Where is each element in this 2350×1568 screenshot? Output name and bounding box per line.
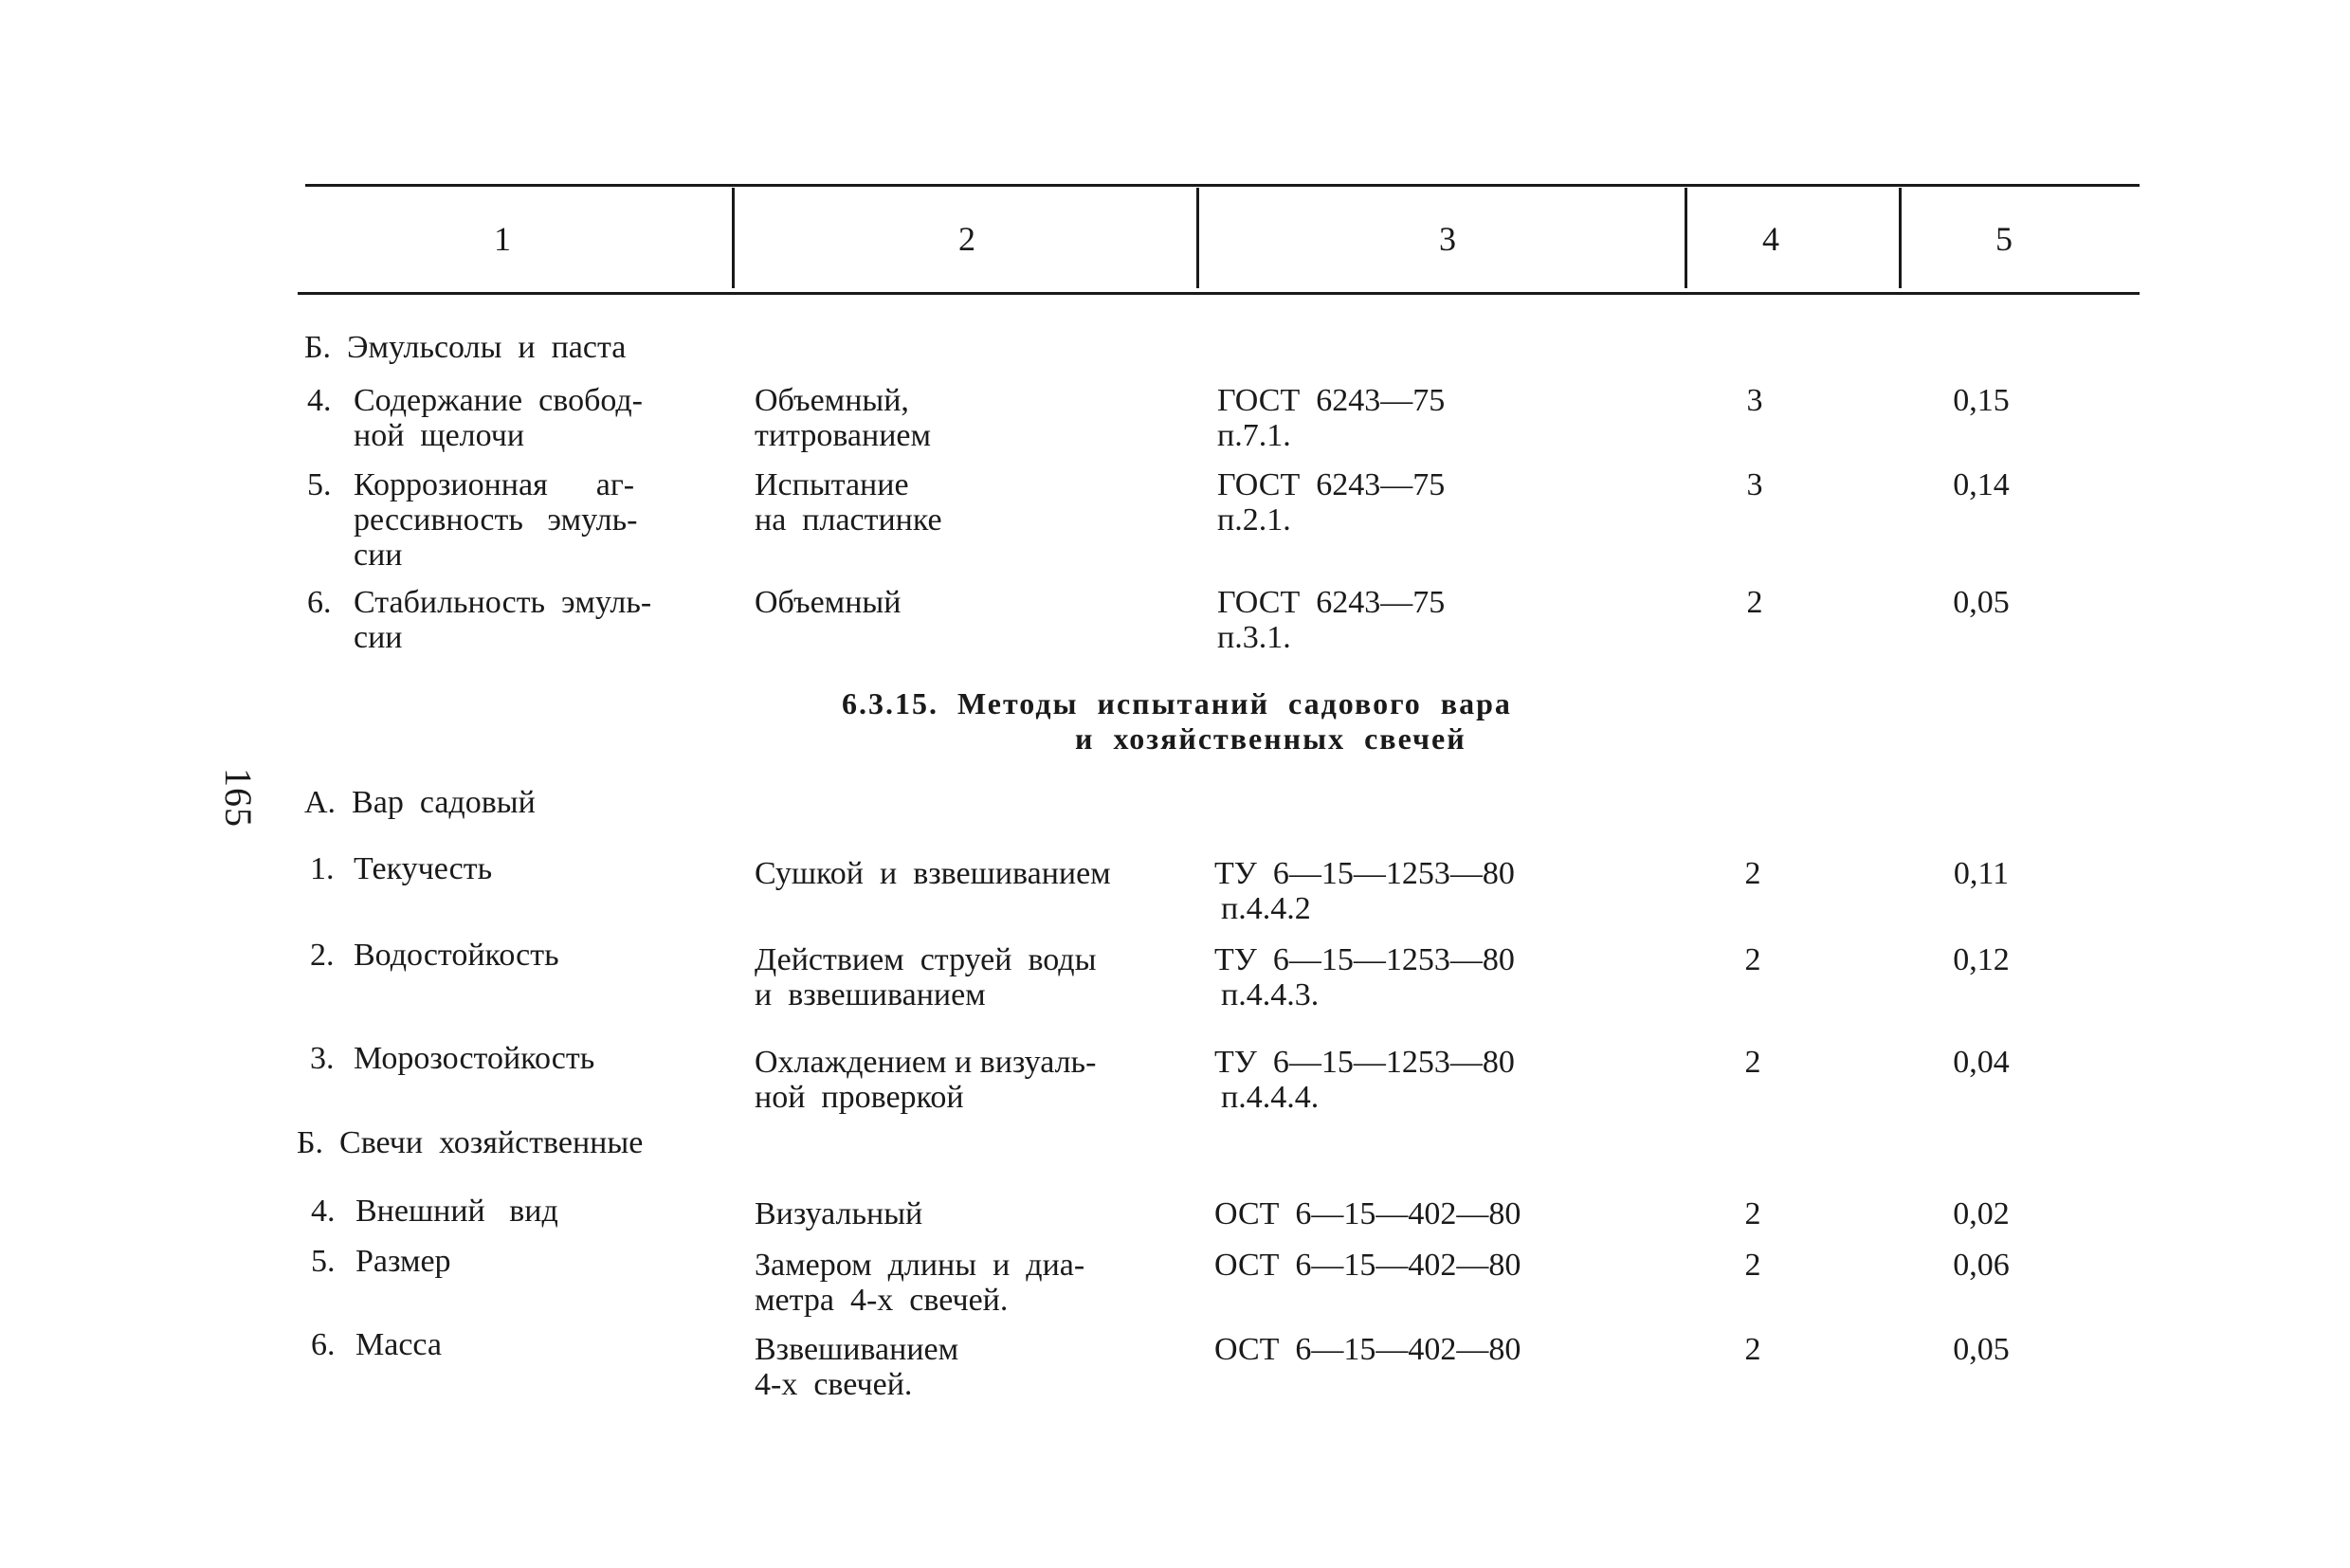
row-col5: 0,04 bbox=[1953, 1045, 2010, 1080]
row-name: сии bbox=[354, 620, 403, 655]
header-top-rule bbox=[305, 184, 2140, 187]
section-heading: Б. Свечи хозяйственные bbox=[297, 1125, 644, 1160]
header-divider-4 bbox=[1899, 188, 1902, 288]
section-subtitle: и хозяйственных свечей bbox=[1075, 721, 1466, 756]
row-name: Морозостойкость bbox=[354, 1041, 595, 1076]
row-number: 6. bbox=[307, 585, 332, 620]
row-method: Объемный bbox=[755, 585, 902, 620]
row-number: 4. bbox=[311, 1194, 336, 1229]
row-name: сии bbox=[354, 538, 403, 573]
header-col-5: 5 bbox=[1995, 220, 2013, 258]
row-col4: 2 bbox=[1746, 585, 1763, 620]
header-divider-1 bbox=[732, 188, 735, 288]
row-col5: 0,06 bbox=[1953, 1248, 2010, 1283]
row-col5: 0,14 bbox=[1953, 467, 2010, 502]
row-document: п.4.4.2 bbox=[1221, 891, 1311, 926]
row-method: титрованием bbox=[755, 418, 932, 453]
row-method: на пластинке bbox=[755, 502, 942, 538]
row-document: ОСТ 6—15—402—80 bbox=[1214, 1196, 1521, 1231]
row-method: Сушкой и взвешиванием bbox=[755, 856, 1111, 891]
header-col-3: 3 bbox=[1439, 220, 1456, 258]
row-col5: 0,02 bbox=[1953, 1196, 2010, 1231]
row-document: ГОСТ 6243—75 bbox=[1217, 585, 1446, 620]
row-name: Коррозионная аг- bbox=[354, 467, 635, 502]
row-method: Охлаждением и визуаль- bbox=[755, 1045, 1097, 1080]
row-document: ОСТ 6—15—402—80 bbox=[1214, 1332, 1521, 1367]
header-divider-3 bbox=[1685, 188, 1687, 288]
header-col-2: 2 bbox=[958, 220, 975, 258]
row-method: ной проверкой bbox=[755, 1080, 964, 1115]
row-document: п.4.4.3. bbox=[1221, 977, 1320, 1012]
row-col4: 2 bbox=[1744, 1045, 1761, 1080]
row-method: Визуальный bbox=[755, 1196, 923, 1231]
row-method: Действием струей воды bbox=[755, 942, 1097, 977]
row-number: 1. bbox=[310, 851, 335, 886]
row-col5: 0,05 bbox=[1953, 1332, 2010, 1367]
row-document: п.2.1. bbox=[1217, 502, 1291, 538]
row-name: Масса bbox=[355, 1327, 443, 1362]
row-number: 5. bbox=[311, 1244, 336, 1279]
row-document: ТУ 6—15—1253—80 bbox=[1214, 856, 1515, 891]
row-col4: 2 bbox=[1744, 1196, 1761, 1231]
row-name: Текучесть bbox=[354, 851, 493, 886]
row-document: ГОСТ 6243—75 bbox=[1217, 467, 1446, 502]
row-col4: 3 bbox=[1746, 467, 1763, 502]
row-col4: 2 bbox=[1744, 942, 1761, 977]
row-method: Объемный, bbox=[755, 383, 909, 418]
row-number: 2. bbox=[310, 938, 335, 973]
row-number: 5. bbox=[307, 467, 332, 502]
row-method: и взвешиванием bbox=[755, 977, 986, 1012]
row-method: Взвешиванием bbox=[755, 1332, 959, 1367]
row-number: 4. bbox=[307, 383, 332, 418]
row-document: ОСТ 6—15—402—80 bbox=[1214, 1248, 1521, 1283]
row-name: Содержание свобод- bbox=[354, 383, 644, 418]
row-method: 4-х свечей. bbox=[755, 1367, 913, 1402]
section-heading: Б. Эмульсолы и паста bbox=[304, 330, 627, 365]
section-subtitle: 6.3.15. Методы испытаний садового вара bbox=[842, 686, 1512, 720]
row-method: Испытание bbox=[755, 467, 909, 502]
row-col5: 0,12 bbox=[1953, 942, 2010, 977]
header-col-1: 1 bbox=[494, 220, 511, 258]
row-document: ТУ 6—15—1253—80 bbox=[1214, 942, 1515, 977]
row-number: 3. bbox=[310, 1041, 335, 1076]
row-col4: 2 bbox=[1744, 1248, 1761, 1283]
row-col5: 0,11 bbox=[1953, 856, 2010, 891]
page-number: 165 bbox=[217, 768, 260, 828]
header-divider-2 bbox=[1196, 188, 1199, 288]
row-document: п.4.4.4. bbox=[1221, 1080, 1320, 1115]
row-name: Размер bbox=[355, 1244, 451, 1279]
row-name: ной щелочи bbox=[354, 418, 525, 453]
section-heading: А. Вар садовый bbox=[304, 785, 536, 820]
row-name: Внешний вид bbox=[355, 1194, 558, 1229]
row-document: ГОСТ 6243—75 bbox=[1217, 383, 1446, 418]
row-name: рессивность эмуль- bbox=[354, 502, 638, 538]
row-number: 6. bbox=[311, 1327, 336, 1362]
row-method: Замером длины и диа- bbox=[755, 1248, 1085, 1283]
row-method: метра 4-х свечей. bbox=[755, 1283, 1009, 1318]
row-col4: 2 bbox=[1744, 856, 1761, 891]
row-name: Водостойкость bbox=[354, 938, 559, 973]
header-bottom-rule bbox=[298, 292, 2140, 295]
row-col5: 0,15 bbox=[1953, 383, 2010, 418]
row-document: п.3.1. bbox=[1217, 620, 1291, 655]
row-col5: 0,05 bbox=[1953, 585, 2010, 620]
row-document: ТУ 6—15—1253—80 bbox=[1214, 1045, 1515, 1080]
row-document: п.7.1. bbox=[1217, 418, 1291, 453]
row-col4: 2 bbox=[1744, 1332, 1761, 1367]
row-col4: 3 bbox=[1746, 383, 1763, 418]
header-col-4: 4 bbox=[1762, 220, 1779, 258]
row-name: Стабильность эмуль- bbox=[354, 585, 652, 620]
